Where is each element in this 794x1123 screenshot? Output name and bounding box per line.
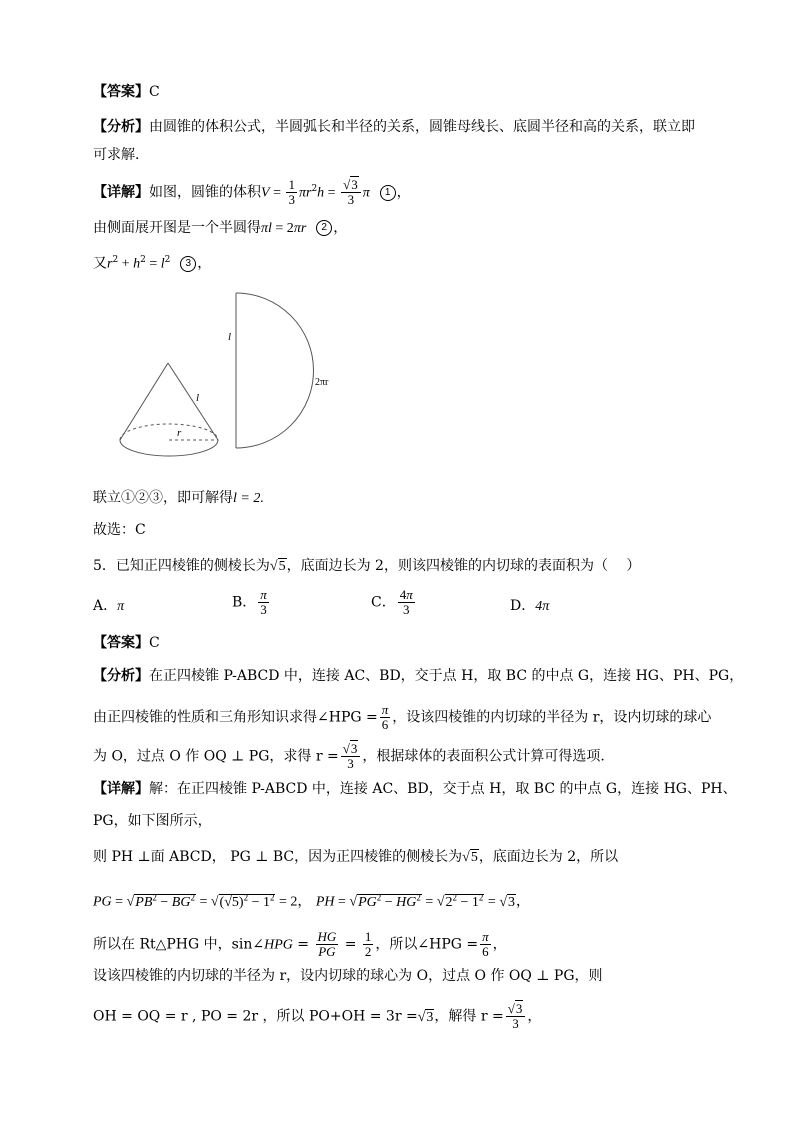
cone-base-back (120, 424, 218, 440)
detail-5-line-5: 所以在 Rt△PHG 中，sin∠HPG = $\frac{HG}{PG}$ = $\frac{1}{2}$ ，所以∠HPG = $\frac{\pi}{6}$ ， (93, 929, 507, 959)
detail-line-3: 又$r^2 + h^2 = l^2$ 3 ， (93, 255, 212, 272)
semicircle-arc (236, 293, 314, 448)
cone-left-edge (120, 363, 168, 440)
cone-right-edge (168, 363, 218, 440)
arc-label: 2πr (315, 377, 329, 388)
analysis-5-line-2: 由正四棱锥的性质和三角形知识求得∠HPG = $\frac{\pi}{6}$ ，设该四棱锥的内切球的半径为 r，设内切球的球心 (93, 702, 712, 732)
analysis-line-2: 可求解. (93, 147, 140, 163)
detail-5-line-6: 设该四棱锥的内切球的半径为 r，设内切球的球心为 O，过点 O 作 OQ ⊥ PG，则 (93, 968, 603, 984)
analysis-tag: 【分析】 (93, 119, 149, 135)
answer-tag: 【答案】 (93, 84, 149, 100)
cone-base-front (120, 440, 218, 456)
option-b: B． $\frac{\pi}{3}$ (232, 587, 267, 617)
detail-5-line-1: 【详解】解：在正四棱锥 P-ABCD 中，连接 AC、BD，交于点 H，取 BC 的中点 G，连接 HG、PH、 (93, 781, 737, 797)
answer-line (93, 82, 160, 102)
option-d: D．4π (510, 598, 550, 614)
answer-value: C (149, 84, 160, 100)
option-c: C． $\frac{4\pi}{3}$ (371, 587, 413, 617)
detail-line-1: 【详解】如图，圆锥的体积V = $\frac{1}{3}$ $\pi r^2h$ = $\frac{√3}{3}$ π 1 ， (93, 177, 411, 207)
detail-tag: 【详解】 (93, 184, 149, 201)
answer-5-line: 【答案】C (93, 635, 160, 651)
detail-5-line-3: 则 PH ⊥面 ABCD， PG ⊥ BC，因为正四棱锥的侧棱长为√5，底面边长为 2，所以 (93, 849, 619, 865)
cone-figure (110, 290, 350, 470)
detail-5-line-2: PG，如下图所示， (93, 813, 212, 829)
analysis-line-1: 【分析】由圆锥的体积公式，半圆弧长和半径的关系，圆锥母线长、底圆半径和高的关系，联立即 (93, 119, 695, 135)
choice-line: 故选：C (93, 522, 146, 538)
slant-label: l (196, 392, 200, 404)
radius-label: r (177, 427, 182, 439)
detail-line-2: 由侧面展开图是一个半圆得πl = 2πr 2 ， (93, 220, 348, 236)
question-5: 5．已知正四棱锥的侧棱长为√5，底面边长为 2，则该四棱锥的内切球的表面积为（ ） (93, 558, 641, 574)
diameter-label: l (228, 331, 232, 343)
detail-5-line-7: OH = OQ = r , PO = 2r ，所以 PO+OH = 3r =√3，解得 r = $\frac{√3}{3}$ ， (93, 1001, 542, 1031)
detail-5-line-4: PG = $√PB^2 - BG^2 = √(√5)^2 - 1^2 = 2$， PH = $√PG^2 - HG^2 = √2^2 - 1^2 = √3$， (93, 892, 530, 910)
option-a: A．π (93, 598, 125, 614)
analysis-5-line-1: 【分析】在正四棱锥 P-ABCD 中，连接 AC、BD，交于点 H，取 BC 的中点 G，连接 HG、PH、PG， (93, 668, 744, 684)
analysis-5-line-3: 为 O，过点 O 作 OQ ⊥ PG，求得 r = $\frac{√3}{3}$ ，根据球体的表面积公式计算可得选项. (93, 741, 605, 771)
conclusion-line: 联立①②③，即可解得l = 2. (93, 490, 264, 506)
